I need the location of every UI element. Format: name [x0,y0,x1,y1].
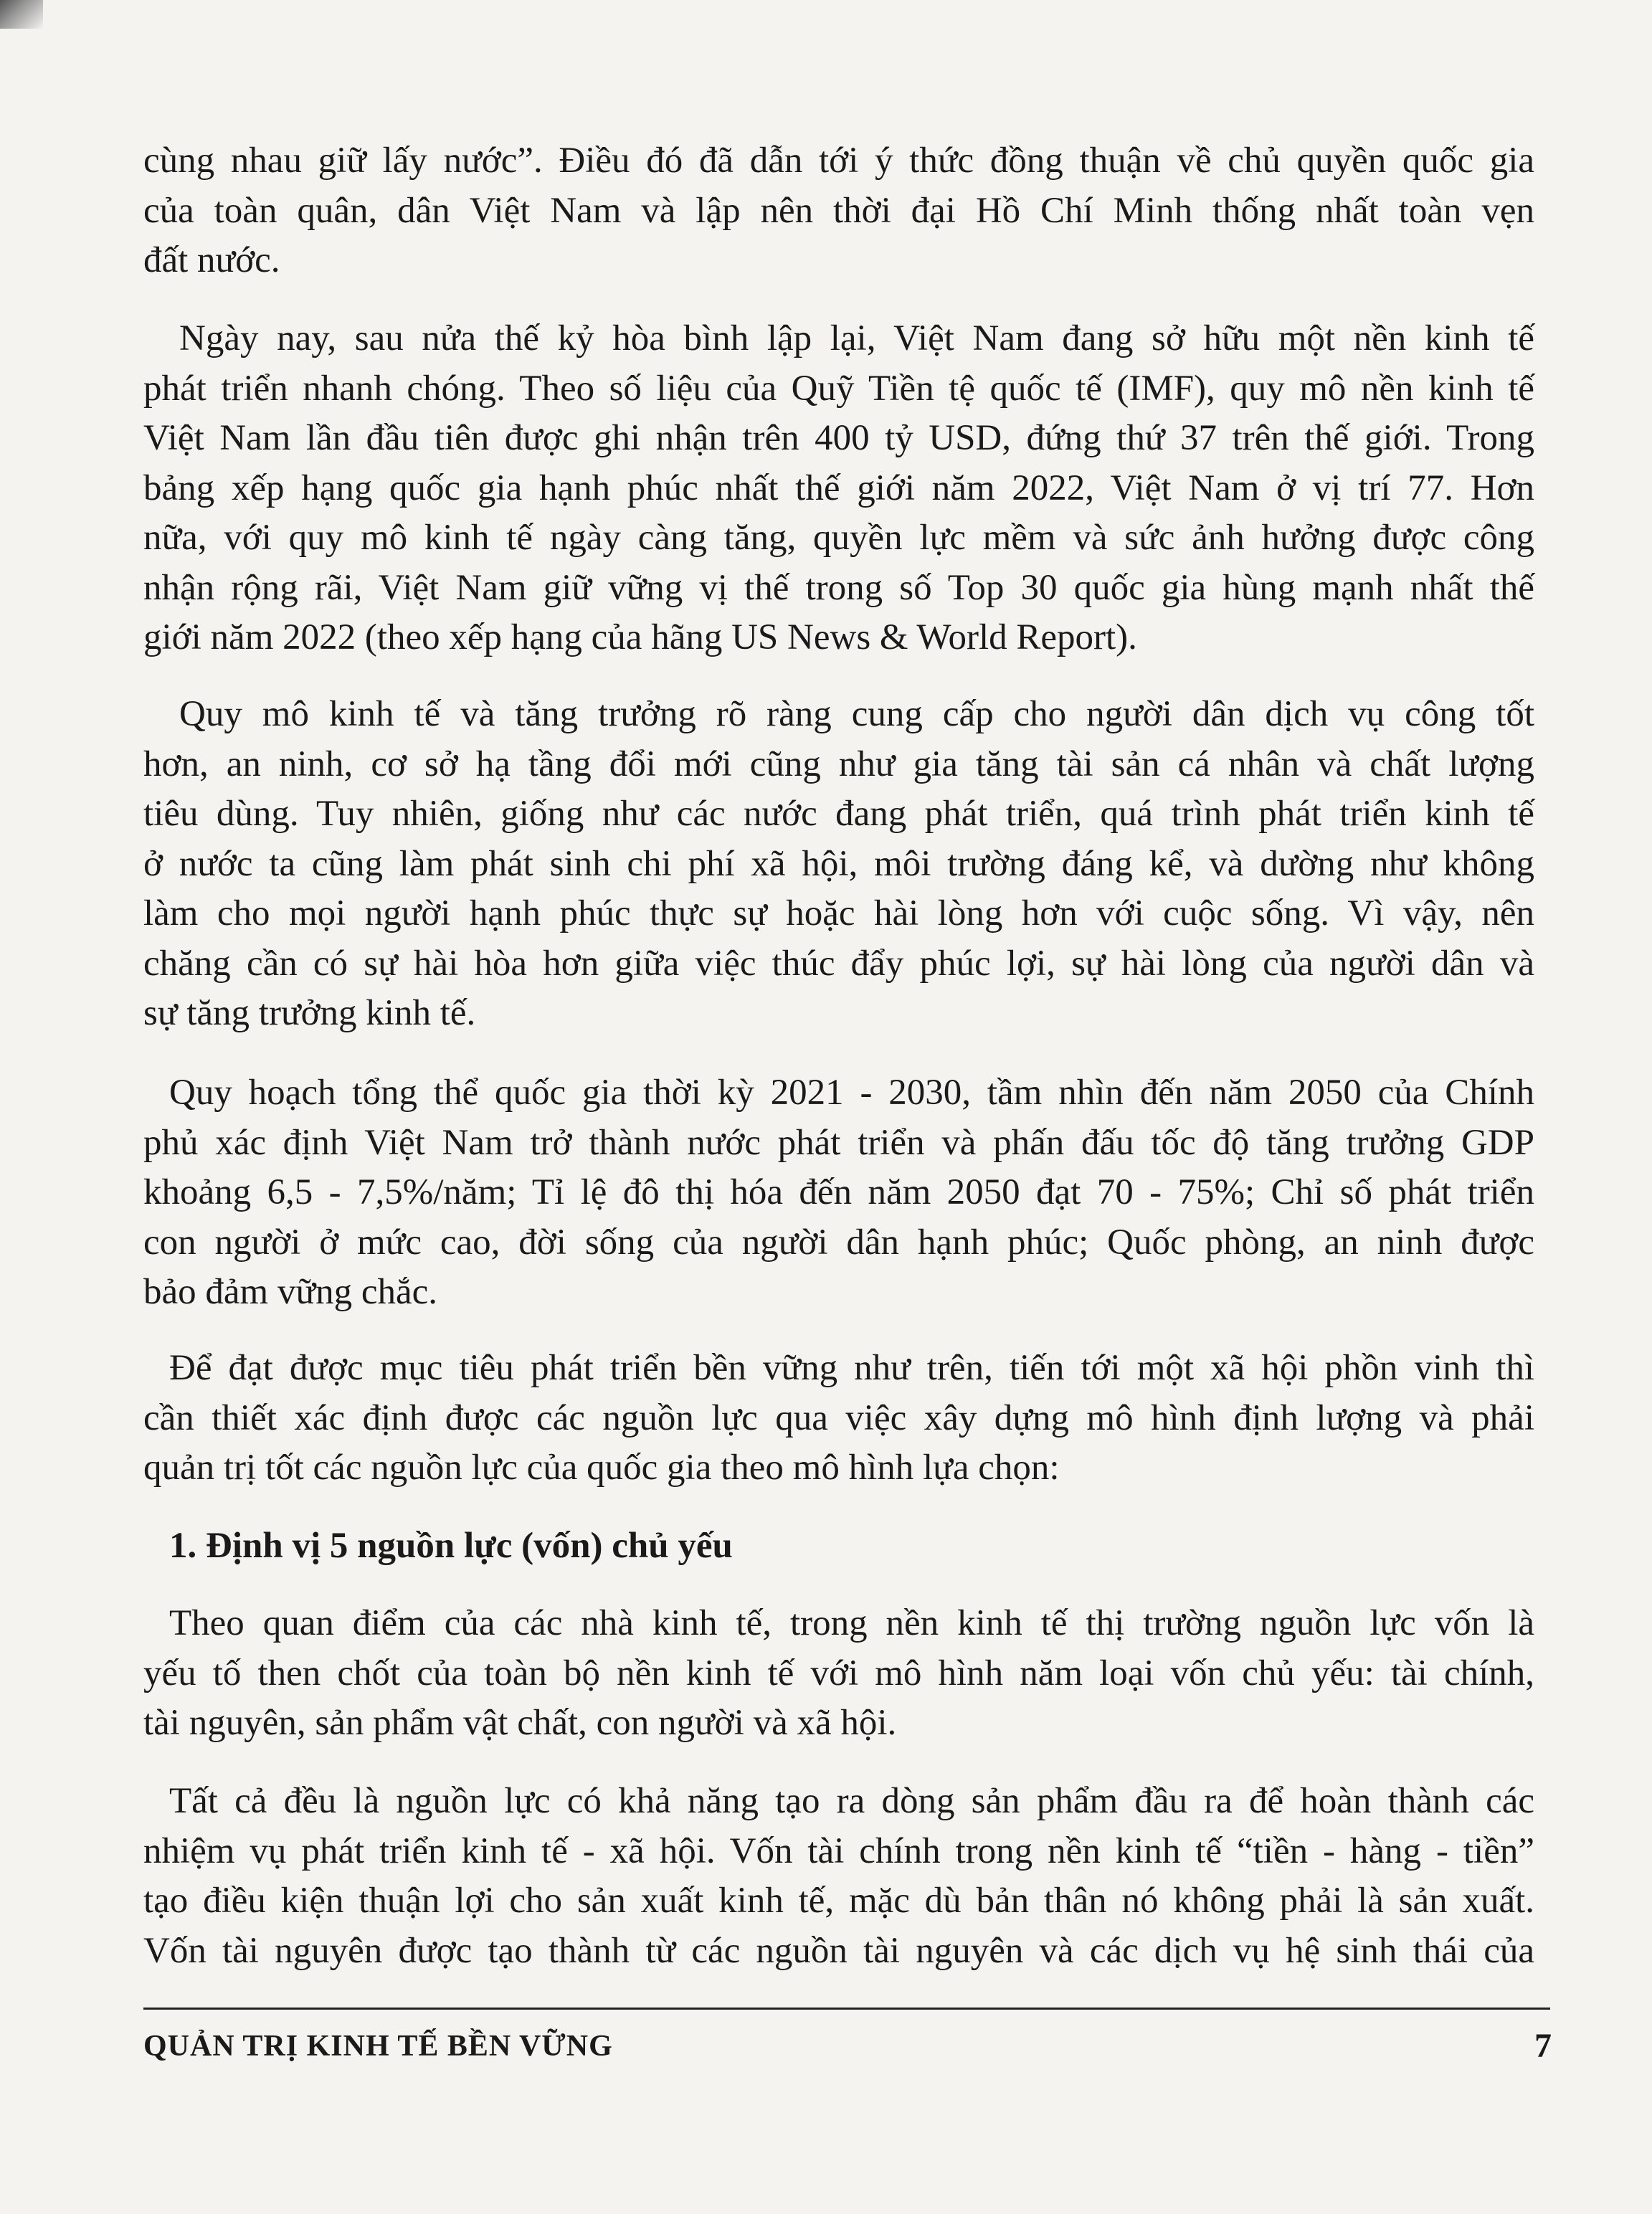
text-line: tài nguyên, sản phẩm vật chất, con người và xã hội. [143,1703,897,1743]
text-line: Việt Nam lần đầu tiên được ghi nhận trên 400 tỷ USD, đứng thứ 37 trên thế giới. Trong [143,418,1534,458]
text-line: phát triển nhanh chóng. Theo số liệu của Quỹ Tiền tệ quốc tế (IMF), quy mô nền kinh tế [143,368,1534,409]
text-line: Theo quan điểm của các nhà kinh tế, trong nền kinh tế thị trường nguồn lực vốn là [169,1603,1534,1643]
footer-book-title: QUẢN TRỊ KINH TẾ BỀN VỮNG [143,2030,613,2063]
text-line: Quy mô kinh tế và tăng trưởng rõ ràng cung cấp cho người dân dịch vụ công tốt [179,694,1534,734]
text-line: con người ở mức cao, đời sống của người dân hạnh phúc; Quốc phòng, an ninh được [143,1222,1534,1263]
paragraph-1 [143,136,1534,286]
text-line: cùng nhau giữ lấy nước”. Điều đó đã dẫn tới ý thức đồng thuận về chủ quyền quốc gia [143,141,1534,181]
text-line: Vốn tài nguyên được tạo thành từ các nguồn tài nguyên và các dịch vụ hệ sinh thái của [143,1930,1534,1971]
text-line: Để đạt được mục tiêu phát triển bền vững như trên, tiến tới một xã hội phồn vinh thì [169,1348,1534,1388]
text-line: bảng xếp hạng quốc gia hạnh phúc nhất thế giới năm 2022, Việt Nam ở vị trí 77. Hơn [143,467,1534,508]
text-line: Tất cả đều là nguồn lực có khả năng tạo ra dòng sản phẩm đầu ra để hoàn thành các [169,1781,1534,1821]
text-line: đất nước. [143,240,280,280]
text-line: nhận rộng rãi, Việt Nam giữ vững vị thế trong số Top 30 quốc gia hùng mạnh nhất thế [143,567,1534,608]
paragraph-2 [143,314,1534,663]
scan-shadow [0,0,43,29]
text-line: làm cho mọi người hạnh phúc thực sự hoặc hài lòng hơn với cuộc sống. Vì vậy, nên [143,893,1534,933]
text-line: ở nước ta cũng làm phát sinh chi phí xã hội, môi trường đáng kể, và dường như không [143,843,1534,884]
text-line: nữa, với quy mô kinh tế ngày càng tăng, quyền lực mềm và sức ảnh hưởng được công [143,518,1534,558]
text-line: quản trị tốt các nguồn lực của quốc gia theo mô hình lựa chọn: [143,1448,1060,1488]
section-heading: 1. Định vị 5 nguồn lực (vốn) chủ yếu [169,1526,733,1566]
footer-divider [143,2008,1550,2010]
text-line: hơn, an ninh, cơ sở hạ tầng đổi mới cũng như gia tăng tài sản cá nhân và chất lượng [143,743,1534,784]
paragraph-6 [143,1599,1534,1749]
paragraph-3 [143,690,1534,1039]
page-number: 7 [1534,2027,1552,2065]
paragraph-4 [143,1068,1534,1318]
text-line: cần thiết xác định được các nguồn lực qua việc xây dựng mô hình định lượng và phải [143,1397,1534,1438]
text-line: phủ xác định Việt Nam trở thành nước phát triển và phấn đấu tốc độ tăng trưởng GDP [143,1122,1534,1163]
text-line: Ngày nay, sau nửa thế kỷ hòa bình lập lại, Việt Nam đang sở hữu một nền kinh tế [179,318,1534,358]
text-line: tiêu dùng. Tuy nhiên, giống như các nước đang phát triển, quá trình phát triển kinh tế [143,794,1534,834]
paragraph-5 [143,1344,1534,1493]
text-line: chăng cần có sự hài hòa hơn giữa việc thúc đẩy phúc lợi, sự hài lòng của người dân và [143,943,1534,984]
text-line: bảo đảm vững chắc. [143,1272,437,1312]
text-line: khoảng 6,5 - 7,5%/năm; Tỉ lệ đô thị hóa đến năm 2050 đạt 70 - 75%; Chỉ số phát triển [143,1172,1534,1212]
text-line: nhiệm vụ phát triển kinh tế - xã hội. Vốn tài chính trong nền kinh tế “tiền - hàng - tiền” [143,1830,1534,1871]
paragraph-7 [143,1777,1534,1976]
text-line: giới năm 2022 (theo xếp hạng của hãng US News & World Report). [143,617,1137,657]
text-line: yếu tố then chốt của toàn bộ nền kinh tế với mô hình năm loại vốn chủ yếu: tài chính, [143,1653,1534,1693]
text-line: tạo điều kiện thuận lợi cho sản xuất kinh tế, mặc dù bản thân nó không phải là sản xuất. [143,1881,1534,1921]
text-line: Quy hoạch tổng thể quốc gia thời kỳ 2021 - 2030, tầm nhìn đến năm 2050 của Chính [169,1073,1534,1113]
text-line: sự tăng trưởng kinh tế. [143,993,476,1033]
text-line: của toàn quân, dân Việt Nam và lập nên thời đại Hồ Chí Minh thống nhất toàn vẹn [143,190,1534,231]
